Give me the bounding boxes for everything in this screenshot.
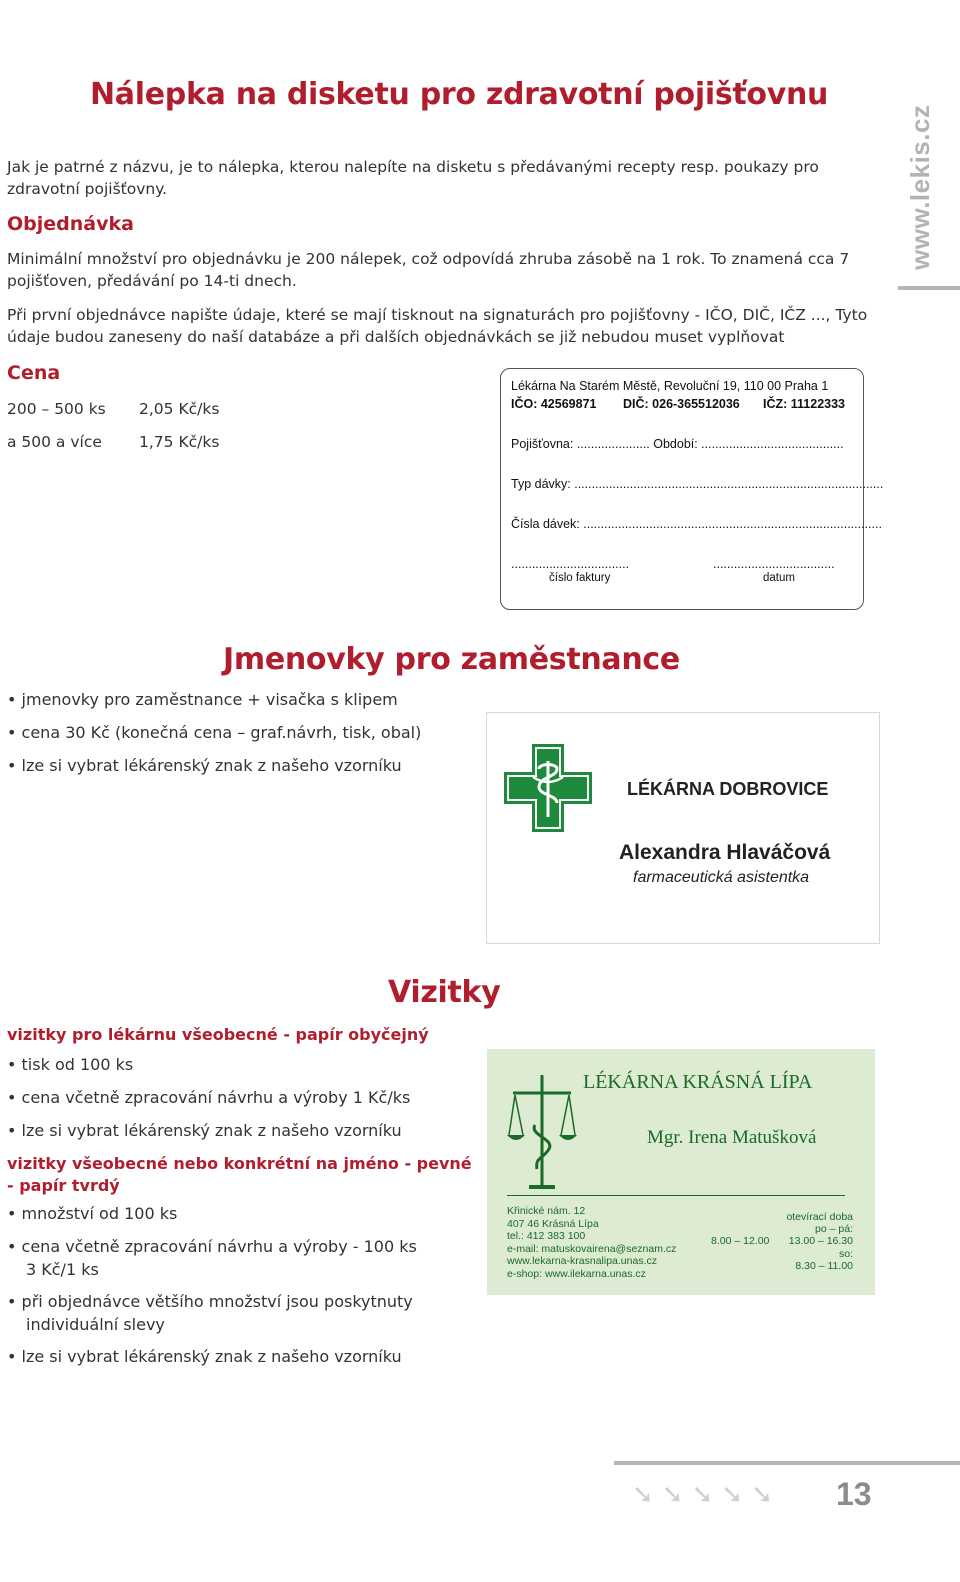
footer-divider xyxy=(614,1461,960,1465)
card-hours-morning: 8.00 – 12.00 xyxy=(711,1235,770,1247)
price-heading: Cena xyxy=(7,362,61,384)
arrow-down-right-icon: ➘ xyxy=(691,1480,722,1510)
sticker-icz: IČZ: 11122333 xyxy=(763,397,846,411)
badge-bullet-3: • lze si vybrat lékárenský znak z našeho vzorníku xyxy=(7,756,402,775)
sticker-sample xyxy=(500,368,884,610)
card-hours-title: otevírací doba xyxy=(786,1211,853,1223)
business-cards-subheading-2-cont: - papír tvrdý xyxy=(7,1176,120,1195)
sticker-intro: Jak je patrné z názvu, je to nálepka, kterou nalepíte na disketu s předávanými recepty resp. poukazy pro zdravotní pojišťovny. xyxy=(7,158,819,198)
card-address xyxy=(507,1205,676,1280)
card-website: www.lekarna-krasnalipa.unas.cz xyxy=(507,1255,657,1267)
name-badge-sample xyxy=(486,712,880,944)
sticker-invoice-label: číslo faktury xyxy=(549,572,611,584)
price-qty-1: 200 – 500 ks xyxy=(7,400,106,418)
sticker-date-label: datum xyxy=(763,572,795,584)
badge-pharmacy-name: LÉKÁRNA DOBROVICE xyxy=(627,779,829,799)
order-text: Minimální množství pro objednávku je 200 nálepek, což odpovídá zhruba zásobě na 1 rok. To znamená cca 7 pojišťoven, předávání po 14-ti dnech. xyxy=(7,250,850,290)
pharmacy-cross-icon xyxy=(503,743,593,833)
card-person-name: Mgr. Irena Matušková xyxy=(647,1127,817,1148)
price-qty-2: a 500 a více xyxy=(7,433,102,451)
cards-bullet-3: • lze si vybrat lékárenský znak z našeho vzorníku xyxy=(7,1121,402,1140)
cards-bullet-4: • množství od 100 ks xyxy=(7,1204,177,1223)
order-heading: Objednávka xyxy=(7,213,134,235)
footer-arrows-decoration xyxy=(632,1480,781,1510)
badge-bullet-2: • cena 30 Kč (konečná cena – graf.návrh, tisk, obal) xyxy=(7,723,421,742)
card-email: e-mail: matuskovairena@seznam.cz xyxy=(507,1242,677,1255)
cards-bullet-6: • při objednávce většího množství jsou poskytnuty xyxy=(7,1292,413,1311)
sticker-batch-type-field: Typ dávky: ......................................................................................... xyxy=(511,477,884,491)
page-number: 13 xyxy=(836,1476,872,1512)
cards-bullet-5-cont: 3 Kč/1 ks xyxy=(26,1260,99,1279)
card-address-line: 407 46 Krásná Lípa xyxy=(507,1217,599,1230)
sticker-ico: IČO: 42569871 xyxy=(511,397,597,411)
card-address-line: Křinické nám. 12 xyxy=(507,1205,586,1217)
sticker-dots-left: .................................. xyxy=(511,557,630,571)
sticker-batch-numbers-field: Čísla dávek: ...................................................................................... xyxy=(511,517,882,531)
card-eshop: e-shop: www.ilekarna.unas.cz xyxy=(507,1267,646,1280)
sticker-pharmacy-line: Lékárna Na Starém Městě, Revoluční 19, 110 00 Praha 1 xyxy=(511,379,829,393)
business-cards-subheading-2: vizitky všeobecné nebo konkrétní na jméno - pevné xyxy=(7,1154,472,1173)
card-pharmacy-name: LÉKÁRNA KRÁSNÁ LÍPA xyxy=(583,1071,813,1093)
sticker-insurer-field: Pojišťovna: ..................... Období: ......................................... xyxy=(511,437,844,451)
arrow-down-right-icon: ➘ xyxy=(632,1480,662,1510)
badge-person-name: Alexandra Hlaváčová xyxy=(619,841,831,864)
side-url: www.lekis.cz xyxy=(905,104,935,270)
price-value-1: 2,05 Kč/ks xyxy=(139,400,220,418)
card-phone: tel.: 412 383 100 xyxy=(507,1230,586,1242)
business-cards-section-title: Vizitky xyxy=(388,975,501,1010)
card-hours-afternoon: 13.00 – 16.30 xyxy=(788,1235,853,1247)
card-hours-saturday-time: 8.30 – 11.00 xyxy=(795,1260,853,1272)
badge-person-role: farmaceutická asistentka xyxy=(633,869,810,886)
cards-bullet-1: • tisk od 100 ks xyxy=(7,1055,133,1074)
cards-bullet-7: • lze si vybrat lékárenský znak z našeho vzorníku xyxy=(7,1347,402,1366)
cards-bullet-6-cont: individuální slevy xyxy=(26,1315,165,1334)
badge-bullet-1: • jmenovky pro zaměstnance + visačka s klipem xyxy=(7,690,398,709)
card-divider xyxy=(507,1195,845,1196)
card-hours-saturday: so: xyxy=(838,1248,853,1260)
sticker-dots-right: ................................... xyxy=(713,557,835,571)
business-cards-subheading-1: vizitky pro lékárnu všeobecné - papír obyčejný xyxy=(7,1025,429,1044)
arrow-down-right-icon: ➘ xyxy=(661,1480,692,1510)
scales-of-justice-icon xyxy=(507,1065,577,1195)
order-text-2: Při první objednávce napište údaje, které se mají tisknout na signaturách pro pojišťovny - IČO, DIČ, IČZ ..., Tyto údaje budou zaneseny do naší databáze a při dalších objednávkách se již nebudou muset vyplňovat xyxy=(7,306,868,346)
cards-bullet-5: • cena včetně zpracování návrhu a výroby - 100 ks xyxy=(7,1237,417,1256)
business-card-sample xyxy=(487,1049,875,1295)
card-hours-weekday: po – pá: xyxy=(815,1223,853,1235)
name-badge-section-title: Jmenovky pro zaměstnance xyxy=(223,642,680,677)
price-value-2: 1,75 Kč/ks xyxy=(139,433,220,451)
sticker-dic: DIČ: 026-365512036 xyxy=(623,397,740,411)
sticker-section-title: Nálepka na disketu pro zdravotní pojišťovnu xyxy=(90,77,829,112)
cards-bullet-2: • cena včetně zpracování návrhu a výroby 1 Kč/ks xyxy=(7,1088,410,1107)
arrow-down-right-icon: ➘ xyxy=(721,1480,752,1510)
arrow-down-right-icon: ➘ xyxy=(751,1480,781,1510)
side-url-underline xyxy=(898,286,960,290)
